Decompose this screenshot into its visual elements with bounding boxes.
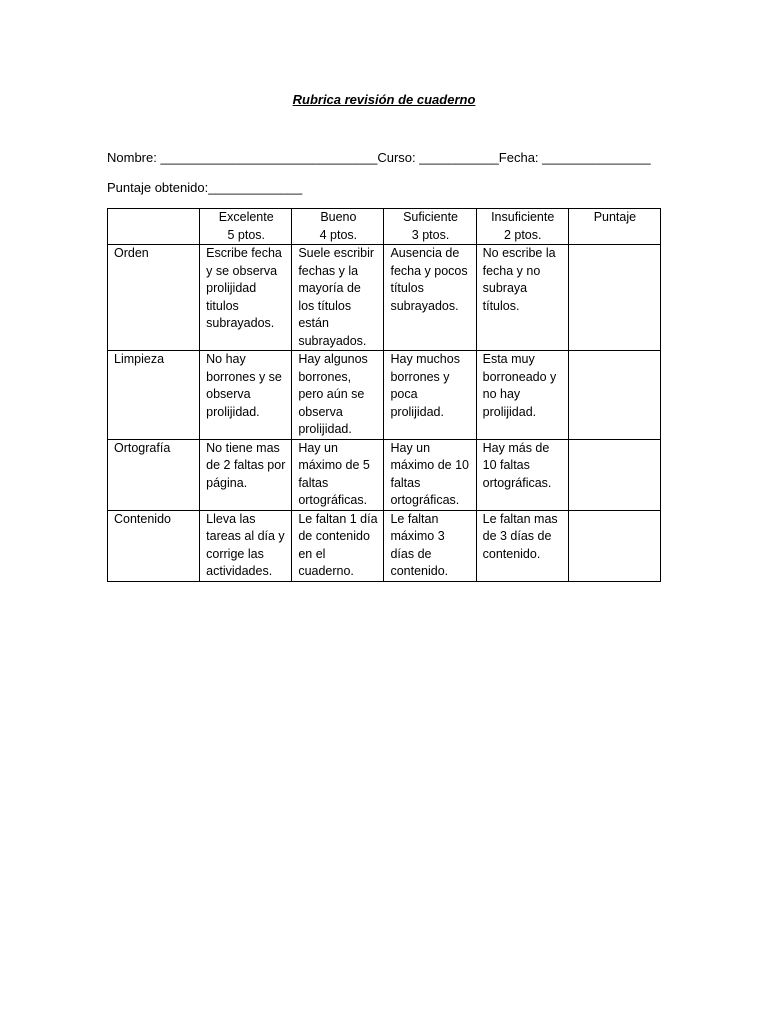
header-blank-cell (108, 209, 200, 245)
header-level-name: Suficiente (403, 210, 458, 224)
header-level-points: 3 ptos. (411, 227, 450, 242)
criterion-cell: Orden (108, 245, 200, 351)
criterion-cell: Ortografía (108, 439, 200, 510)
header-level-points: 5 ptos. (227, 227, 265, 242)
header-bueno (292, 209, 384, 245)
puntaje-cell (568, 351, 660, 440)
puntaje-cell (568, 439, 660, 510)
table-row (108, 510, 661, 581)
table-row (108, 439, 661, 510)
header-puntaje: Puntaje (568, 209, 660, 245)
header-level-name: Excelente (218, 210, 274, 224)
header-level-name: Bueno (320, 210, 357, 224)
insuficiente-cell: Hay más de 10 faltas ortográficas. (476, 439, 568, 510)
bueno-cell: Le faltan 1 día de contenido en el cuaderno. (292, 510, 384, 581)
header-excelente (200, 209, 292, 245)
insuficiente-cell: Esta muy borroneado y no hay prolijidad. (476, 351, 568, 440)
table-row (108, 245, 661, 351)
header-level-points: 2 ptos. (503, 227, 542, 242)
bueno-cell: Hay un máximo de 5 faltas ortográficas. (292, 439, 384, 510)
excelente-cell: Escribe fecha y se observa prolijidad titulos subrayados. (200, 245, 292, 351)
puntaje-cell (568, 245, 660, 351)
excelente-cell: No tiene mas de 2 faltas por página. (200, 439, 292, 510)
insuficiente-cell: Le faltan mas de 3 días de contenido. (476, 510, 568, 581)
rubric-table (107, 208, 661, 582)
excelente-cell: No hay borrones y se observa prolijidad. (200, 351, 292, 440)
header-level-points: 4 ptos. (319, 227, 358, 242)
insuficiente-cell: No escribe la fecha y no subraya títulos. (476, 245, 568, 351)
bueno-cell: Hay algunos borrones, pero aún se observa prolijidad. (292, 351, 384, 440)
header-insuficiente (476, 209, 568, 245)
score-obtained-line: Puntaje obtenido:_____________ (107, 180, 303, 195)
document-title: Rubrica revisión de cuaderno (292, 92, 476, 107)
criterion-cell: Contenido (108, 510, 200, 581)
criterion-cell: Limpieza (108, 351, 200, 440)
excelente-cell: Lleva las tareas al día y corrige las actividades. (200, 510, 292, 581)
bueno-cell: Suele escribir fechas y la mayoría de los títulos están subrayados. (292, 245, 384, 351)
header-level-name: Insuficiente (491, 210, 555, 224)
suficiente-cell: Hay muchos borrones y poca prolijidad. (384, 351, 476, 440)
suficiente-cell: Hay un máximo de 10 faltas ortográficas. (384, 439, 476, 510)
student-info-line: Nombre: ______________________________Curso: ___________Fecha: _______________ (107, 150, 651, 165)
table-row (108, 351, 661, 440)
header-suficiente (384, 209, 476, 245)
rubric-header-row (108, 209, 661, 245)
suficiente-cell: Ausencia de fecha y pocos títulos subrayados. (384, 245, 476, 351)
suficiente-cell: Le faltan máximo 3 días de contenido. (384, 510, 476, 581)
puntaje-cell (568, 510, 660, 581)
